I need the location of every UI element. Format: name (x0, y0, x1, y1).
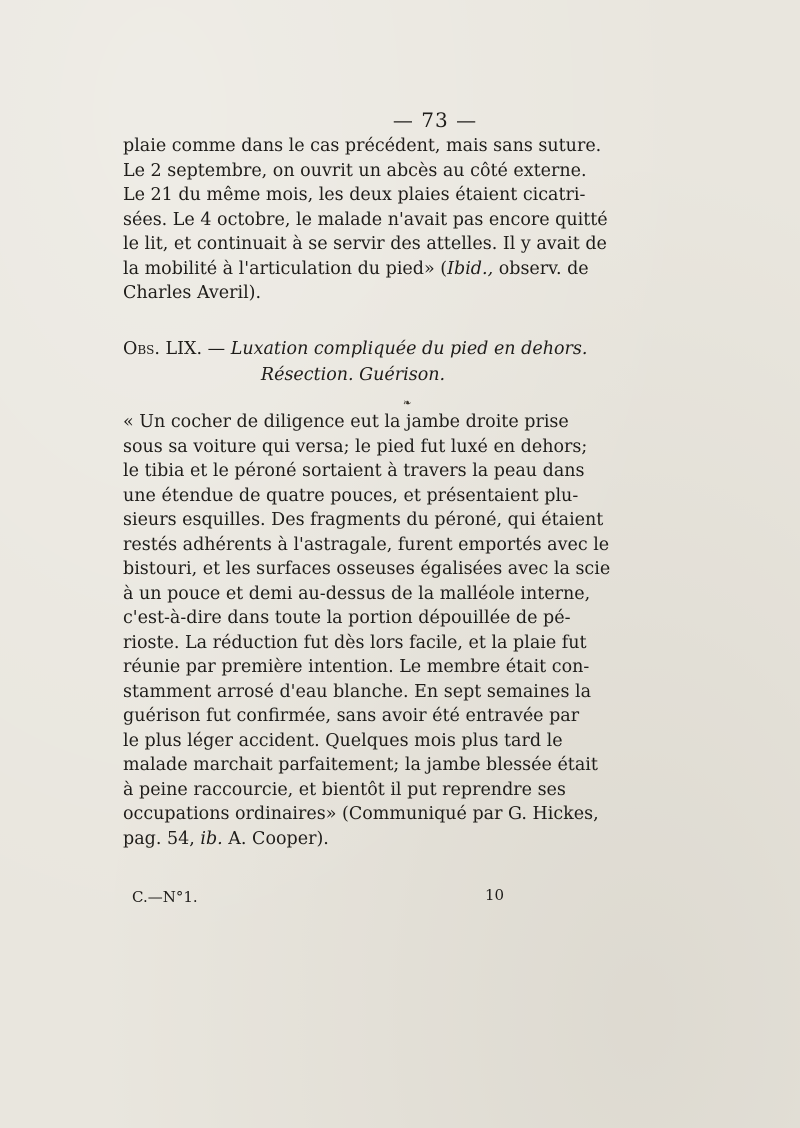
heading-title: Luxation compliquée du pied en dehors. (230, 339, 588, 359)
text-line: c'est-à-dire dans toute la portion dépouillée de pé- (123, 608, 571, 628)
observation-label: Obs. LIX. (123, 339, 203, 359)
printer-signature: C.—N°1. (132, 888, 198, 906)
text-line: à un pouce et demi au-dessus de la malléole interne, (123, 583, 591, 604)
text-line: le plus léger accident. Quelques mois plus tard le (123, 730, 563, 751)
text-line: sous sa voiture qui versa; le pied fut luxé en dehors; (123, 436, 588, 457)
text-fragment: pag. 54, (123, 828, 201, 849)
text-line: bistouri, et les surfaces osseuses égalisées avec la scie (123, 559, 611, 579)
text-line: guérison fut confirmée, sans avoir été entravée par (123, 706, 580, 726)
citation-ib: ib. (200, 828, 223, 849)
paragraph-observation (123, 410, 611, 851)
text-line: sieurs esquilles. Des fragments du péroné, qui étaient (123, 510, 604, 530)
ornament-icon: ❧ (403, 398, 412, 409)
text-line: stamment arrosé d'eau blanche. En sept semaines la (123, 681, 592, 702)
text-line: Charles Averil). (123, 283, 262, 303)
text-line: occupations ordinaires» (Communiqué par G. Hickes, (123, 804, 599, 824)
sheet-number: 10 (485, 886, 505, 904)
observation-heading (123, 336, 588, 388)
text-line-citation (123, 827, 553, 852)
text-line: sées. Le 4 octobre, le malade n'avait pas encore quitté (123, 209, 608, 230)
heading-line (123, 336, 588, 362)
text-line: une étendue de quatre pouces, et présentaient plu- (123, 485, 579, 506)
citation-ibid: Ibid., (447, 258, 494, 279)
text-line: le tibia et le péroné sortaient à travers la peau dans (123, 461, 585, 481)
text-line: réunie par première intention. Le membre était con- (123, 657, 590, 677)
text-line: « Un cocher de diligence eut la jambe droite prise (123, 412, 569, 432)
text-line: à peine raccourcie, et bientôt il put reprendre ses (123, 779, 566, 800)
page-number: — 73 — (392, 108, 478, 132)
heading-subtitle: Résection. Guérison. (260, 365, 446, 385)
text-line: plaie comme dans le cas précédent, mais sans suture. (123, 136, 602, 156)
text-line: malade marchait parfaitement; la jambe blessée était (123, 755, 598, 775)
text-fragment: la mobilité à l'articulation du pied» ( (123, 258, 448, 279)
text-line: Le 21 du même mois, les deux plaies étaient cicatri- (123, 185, 586, 205)
text-fragment: A. Cooper). (222, 828, 329, 849)
text-fragment: observ. de (493, 258, 589, 279)
heading-dash: — (202, 339, 231, 359)
text-line: restés adhérents à l'astragale, furent emportés avec le (123, 534, 610, 555)
text-line: le lit, et continuait à se servir des attelles. Il y avait de (123, 234, 607, 254)
paragraph-continuation (123, 134, 608, 306)
text-line: rioste. La réduction fut dès lors facile, et la plaie fut (123, 632, 587, 653)
text-line-citation (123, 257, 589, 282)
text-line: Le 2 septembre, on ouvrit un abcès au côté externe. (123, 160, 587, 181)
